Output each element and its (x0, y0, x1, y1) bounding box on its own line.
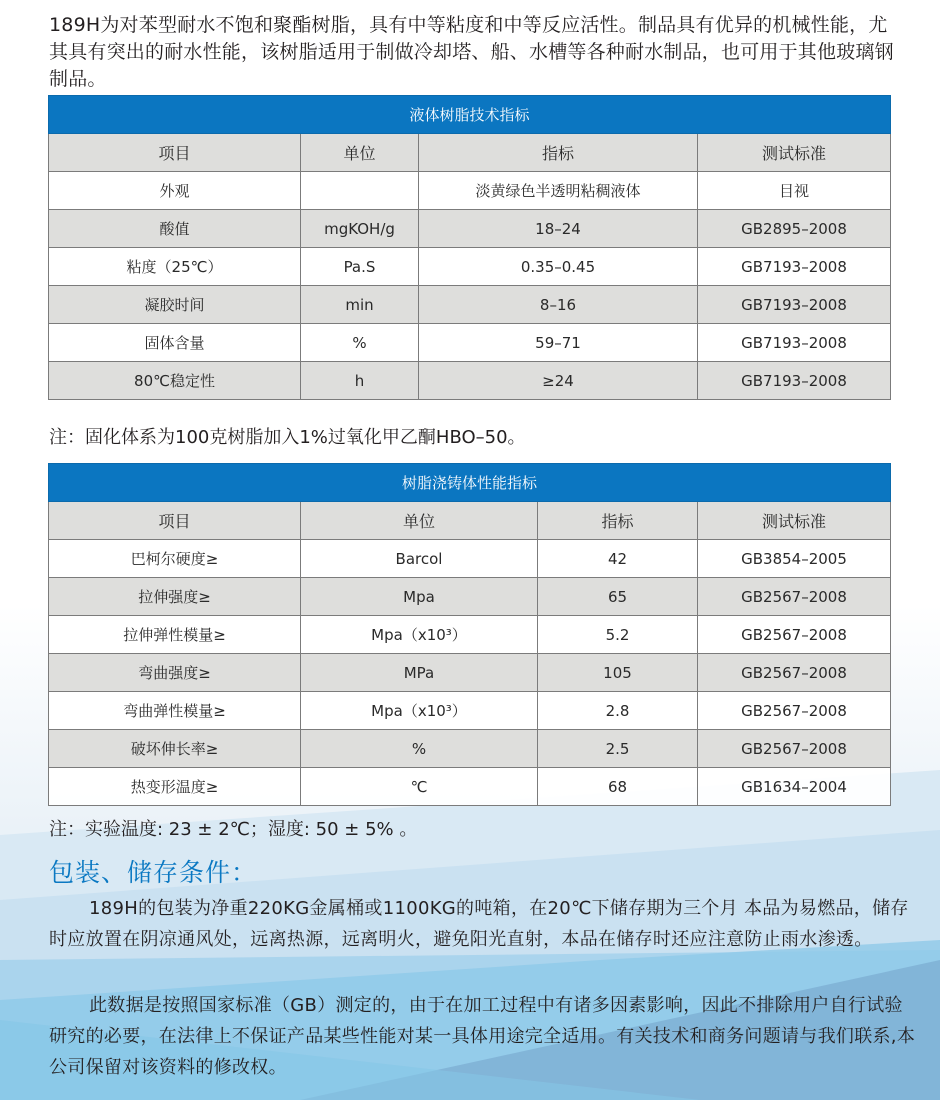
cell-item: 外观 (49, 172, 301, 210)
cell-standard: GB1634–2004 (698, 768, 891, 806)
cell-item: 热变形温度≥ (49, 768, 301, 806)
table-title: 液体树脂技术指标 (49, 96, 891, 134)
cell-value: 2.8 (538, 692, 698, 730)
cell-standard: GB2895–2008 (698, 210, 891, 248)
cell-standard: GB2567–2008 (698, 730, 891, 768)
cell-item: 80℃稳定性 (49, 362, 301, 400)
cell-unit: Pa.S (301, 248, 419, 286)
liquid-resin-spec-table (48, 95, 891, 400)
table-row (49, 654, 891, 692)
cell-item: 弯曲弹性模量≥ (49, 692, 301, 730)
cell-standard: GB2567–2008 (698, 578, 891, 616)
cell-standard: GB7193–2008 (698, 362, 891, 400)
cell-item: 固体含量 (49, 324, 301, 362)
table-row (49, 578, 891, 616)
cell-unit: MPa (301, 654, 538, 692)
cell-value: 105 (538, 654, 698, 692)
column-header: 项目 (49, 134, 301, 172)
cell-unit: h (301, 362, 419, 400)
cell-unit: mgKOH/g (301, 210, 419, 248)
cell-value: 65 (538, 578, 698, 616)
cell-item: 弯曲强度≥ (49, 654, 301, 692)
table-row (49, 362, 891, 400)
cell-value: 5.2 (538, 616, 698, 654)
cell-value: 淡黄绿色半透明粘稠液体 (419, 172, 698, 210)
cell-value: 2.5 (538, 730, 698, 768)
cell-item: 凝胶时间 (49, 286, 301, 324)
cell-unit (301, 172, 419, 210)
disclaimer-paragraph: 此数据是按照国家标准（GB）测定的，由于在加工过程中有诸多因素影响，因此不排除用户自行试验研究的必要，在法律上不保证产品某些性能对某一具体用途完全适用。有关技术和商务问题请与我们联系,本公司保留对该资料的修改权。 (49, 995, 916, 1078)
table-row (49, 248, 891, 286)
cell-standard: GB3854–2005 (698, 540, 891, 578)
table-header-row (49, 134, 891, 172)
cell-standard: GB2567–2008 (698, 654, 891, 692)
column-header: 指标 (538, 502, 698, 540)
table-row (49, 540, 891, 578)
cell-standard: GB2567–2008 (698, 692, 891, 730)
cell-item: 酸值 (49, 210, 301, 248)
column-header: 指标 (419, 134, 698, 172)
cell-standard: GB7193–2008 (698, 324, 891, 362)
cell-value: 42 (538, 540, 698, 578)
table-row (49, 324, 891, 362)
cell-unit: ℃ (301, 768, 538, 806)
table-row (49, 616, 891, 654)
intro-paragraph: 189H为对苯型耐水不饱和聚酯树脂，具有中等粘度和中等反应活性。制品具有优异的机械性能，尤其具有突出的耐水性能，该树脂适用于制做冷却塔、船、水槽等各种耐水制品，也可用于其他玻璃钢制品。 (49, 14, 894, 90)
cell-item: 巴柯尔硬度≥ (49, 540, 301, 578)
cell-unit: Barcol (301, 540, 538, 578)
cell-value: 0.35–0.45 (419, 248, 698, 286)
cell-standard: GB2567–2008 (698, 616, 891, 654)
cell-value: 59–71 (419, 324, 698, 362)
table-header-row (49, 502, 891, 540)
cell-standard: GB7193–2008 (698, 286, 891, 324)
table-row (49, 730, 891, 768)
cell-value: 18–24 (419, 210, 698, 248)
cell-value: ≥24 (419, 362, 698, 400)
table-row (49, 286, 891, 324)
table-row (49, 768, 891, 806)
curing-note: 注：固化体系为100克树脂加入1%过氧化甲乙酮HBO–50。 (49, 427, 526, 448)
test-conditions-note: 注：实验温度: 23 ± 2℃；湿度: 50 ± 5% 。 (49, 819, 418, 840)
cell-item: 拉伸强度≥ (49, 578, 301, 616)
cell-standard: GB7193–2008 (698, 248, 891, 286)
column-header: 项目 (49, 502, 301, 540)
packaging-paragraph: 189H的包装为净重220KG金属桶或1100KG的吨箱，在20℃下储存期为三个月 本品为易燃品，储存时应放置在阴凉通风处，远离热源，远离明火，避免阳光直射，本品在储存时还应注意防止雨水渗透。 (49, 898, 909, 950)
storage-section-title: 包装、储存条件： (49, 858, 258, 887)
table-row (49, 210, 891, 248)
cell-unit: Mpa（x10³） (301, 692, 538, 730)
table-row (49, 692, 891, 730)
column-header: 测试标准 (698, 502, 891, 540)
column-header: 单位 (301, 502, 538, 540)
cell-unit: Mpa (301, 578, 538, 616)
cell-value: 8–16 (419, 286, 698, 324)
cell-item: 破坏伸长率≥ (49, 730, 301, 768)
column-header: 测试标准 (698, 134, 891, 172)
column-header: 单位 (301, 134, 419, 172)
table-title: 树脂浇铸体性能指标 (49, 464, 891, 502)
cell-item: 粘度（25℃） (49, 248, 301, 286)
cell-item: 拉伸弹性模量≥ (49, 616, 301, 654)
cell-unit: % (301, 324, 419, 362)
table-row (49, 172, 891, 210)
casting-performance-table (48, 463, 891, 806)
cell-unit: Mpa（x10³） (301, 616, 538, 654)
cell-standard: 目视 (698, 172, 891, 210)
cell-value: 68 (538, 768, 698, 806)
cell-unit: % (301, 730, 538, 768)
cell-unit: min (301, 286, 419, 324)
